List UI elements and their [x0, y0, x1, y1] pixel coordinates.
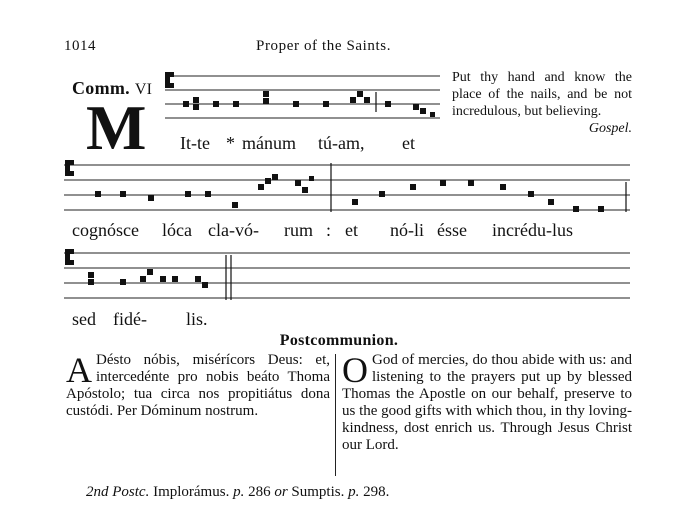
chant-initial: M — [86, 92, 147, 163]
footer-prefix: 2nd Postc. — [86, 484, 150, 500]
lyric-word: ésse — [437, 220, 467, 240]
lyric-word: It-te — [180, 133, 210, 153]
postcommunion-latin — [66, 352, 330, 420]
lyric-word: et — [345, 220, 358, 240]
lyric-word: lóca — [162, 220, 192, 240]
lyric-word: cla-vó- — [208, 220, 259, 240]
running-head: Proper of the Saints. — [256, 38, 392, 54]
translation-source: Gospel. — [588, 121, 632, 136]
lyric-word: et — [402, 133, 415, 153]
english-text: God of mercies, do thou abide with us: and listening to the prayers put up by blessed Thomas the Apostle on our behalf, preserve to us the good gifts with which thou, in thy loving-kindness, dost enrich us. Through Jesus Christ our Lord. — [342, 352, 632, 453]
footer-p2: p. — [348, 484, 360, 500]
lyric-word: lis. — [186, 309, 208, 329]
footer-page2: 298. — [363, 484, 390, 500]
lyric-word: rum — [284, 220, 313, 240]
second-postcommunion-note — [86, 484, 389, 501]
latin-text: Désto nóbis, misérícors Deus: et, intercedénte pro nobis beáto Thoma Apóstolo; tua circa nos propitiátus dona custódi. Per Dóminum nostrum. — [66, 352, 330, 419]
translation-text: Put thy hand and know the place of the nails, and be not incredulous, but believing. — [452, 70, 632, 119]
lyric-word: mánum — [242, 133, 296, 153]
staff-lines-1 — [165, 76, 440, 118]
footer-text2: Sumptis. — [291, 484, 345, 500]
communion-label-text: Comm. — [72, 78, 130, 98]
communion-mode: VI — [134, 81, 153, 98]
page-number: 1014 — [64, 38, 96, 54]
lyric-word: fidé- — [113, 309, 147, 329]
lyric-word: sed — [72, 309, 96, 329]
lyric-word: incrédu-lus — [492, 220, 573, 240]
footer-page1: 286 — [248, 484, 271, 500]
lyric-word: tú-am, — [318, 133, 365, 153]
footer-or: or — [274, 484, 288, 500]
staff-lines-3 — [64, 253, 630, 298]
staff-lines-2 — [64, 165, 630, 210]
postcommunion-english — [342, 352, 632, 454]
english-drop-initial: O — [342, 350, 368, 390]
postcommunion-heading: Postcommunion. — [279, 332, 399, 349]
bar-lines — [226, 92, 626, 300]
lyric-word: nó-li — [390, 220, 424, 240]
footer-text1: Implorámus. — [153, 484, 230, 500]
lyric-word: : — [326, 220, 332, 240]
footer-p1: p. — [233, 484, 245, 500]
lyric-word: * — [226, 133, 235, 153]
lyric-word: cognósce — [72, 220, 139, 240]
latin-drop-initial: A — [66, 350, 92, 390]
column-divider — [335, 354, 336, 476]
